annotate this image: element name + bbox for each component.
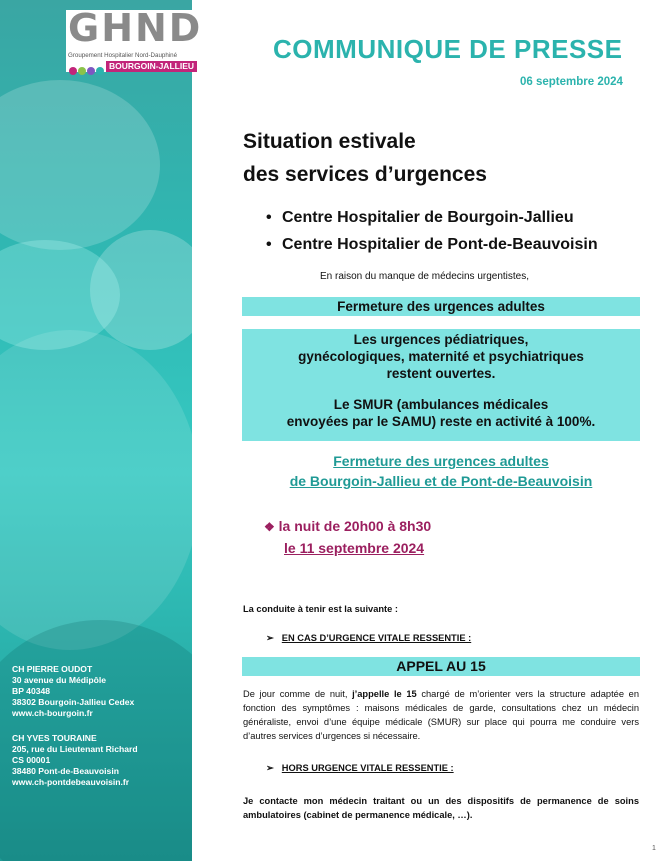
address-block-2	[12, 733, 138, 788]
heading-line-2: des services d’urgences	[243, 163, 487, 186]
schedule-line-2	[284, 540, 424, 556]
call-15-banner: APPEL AU 15	[242, 657, 640, 676]
address-block-1	[12, 664, 134, 719]
case2-label-text: HORS URGENCE VITALE RESSENTIE :	[281, 763, 454, 773]
bullet-icon: •	[266, 209, 272, 226]
case1-text-bold: j’appelle le 15	[352, 689, 417, 699]
address-line: 38480 Pont-de-Beauvoisin	[12, 766, 119, 776]
case1-label-text: EN CAS D’URGENCE VITALE RESSENTIE :	[281, 633, 472, 643]
smur-line: Le SMUR (ambulances médicales	[333, 397, 549, 412]
logo-dot	[78, 67, 86, 75]
closure-banner: Fermeture des urgences adultes	[242, 297, 640, 316]
case2-label	[266, 763, 454, 774]
heading-line-1: Situation estivale	[243, 130, 416, 153]
page-title: COMMUNIQUE DE PRESSE	[273, 34, 623, 64]
case2-paragraph: Je contacte mon médecin traitant ou un des dispositifs de permanence de soins ambulatoires (cabinet de permanence médicale, …).	[243, 796, 639, 820]
address-website-link[interactable]: www.ch-pontdebeauvoisin.fr	[12, 777, 130, 787]
schedule-line-1	[264, 518, 431, 534]
conduct-intro: La conduite à tenir est la suivante :	[243, 604, 398, 614]
address-line: CS 00001	[12, 755, 51, 765]
logo-dot	[96, 67, 104, 75]
open-services-box	[242, 329, 640, 441]
open-services-line: restent ouvertes.	[386, 366, 496, 381]
logo-dot	[87, 67, 95, 75]
closure-detail-line: Fermeture des urgences adultes	[333, 453, 549, 469]
surgeon-cap-shape	[0, 80, 160, 250]
open-services-line: Les urgences pédiatriques,	[353, 332, 529, 347]
hospital-label: Centre Hospitalier de Pont-de-Beauvoisin	[282, 236, 598, 253]
bullet-icon: •	[266, 236, 272, 253]
smur-line: envoyées par le SAMU) reste en activité à 100%.	[286, 414, 596, 429]
sidebar-photo	[0, 0, 192, 861]
schedule-text: la nuit de 20h00 à 8h30	[278, 518, 432, 534]
logo-dot	[69, 67, 77, 75]
case1-text-post: chargé de m’orienter vers la structure adaptée en fonction des symptômes : maisons médicales de garde, consultations chez un médecin généraliste, envoi d’une équipe médicale (SMUR) sur place qui pourra me conduire vers d’autres services d’urgences si nécessaire.	[243, 689, 639, 741]
address-line: 38302 Bourgoin-Jallieu Cedex	[12, 697, 135, 707]
intro-text: En raison du manque de médecins urgentistes,	[320, 271, 530, 282]
logo-subtitle: Groupement Hospitalier Nord-Dauphiné	[68, 52, 178, 59]
arrow-bullet-icon: ➢	[266, 763, 274, 773]
case1-paragraph	[243, 687, 639, 743]
address-name: CH PIERRE OUDOT	[12, 664, 93, 674]
diamond-bullet-icon: ❖	[264, 520, 275, 534]
logo-city: BOURGOIN-JALLIEU	[106, 61, 197, 72]
arrow-bullet-icon: ➢	[266, 633, 274, 643]
ghnd-logo	[66, 6, 210, 72]
logo-dots	[69, 62, 105, 80]
closure-detail-line: de Bourgoin-Jallieu et de Pont-de-Beauvoisin	[289, 473, 593, 489]
hospital-label: Centre Hospitalier de Bourgoin-Jallieu	[282, 209, 574, 226]
closure-detail	[242, 451, 640, 491]
case1-label	[266, 633, 471, 644]
open-services-line: gynécologiques, maternité et psychiatriques	[298, 349, 584, 364]
logo-brand: GHND	[68, 6, 203, 50]
schedule-date: le 11 septembre 2024	[284, 540, 425, 556]
press-date: 06 septembre 2024	[520, 76, 623, 88]
address-line: 30 avenue du Médipôle	[12, 675, 107, 685]
page-number: 1	[652, 845, 656, 852]
address-line: BP 40348	[12, 686, 51, 696]
hospital-item	[266, 209, 574, 227]
address-website-link[interactable]: www.ch-bourgoin.fr	[12, 708, 93, 718]
address-line: 205, rue du Lieutenant Richard	[12, 744, 138, 754]
case1-text-pre: De jour comme de nuit,	[243, 689, 353, 699]
gown-shape	[0, 330, 192, 650]
hospital-item	[266, 236, 598, 254]
address-name: CH YVES TOURAINE	[12, 733, 97, 743]
